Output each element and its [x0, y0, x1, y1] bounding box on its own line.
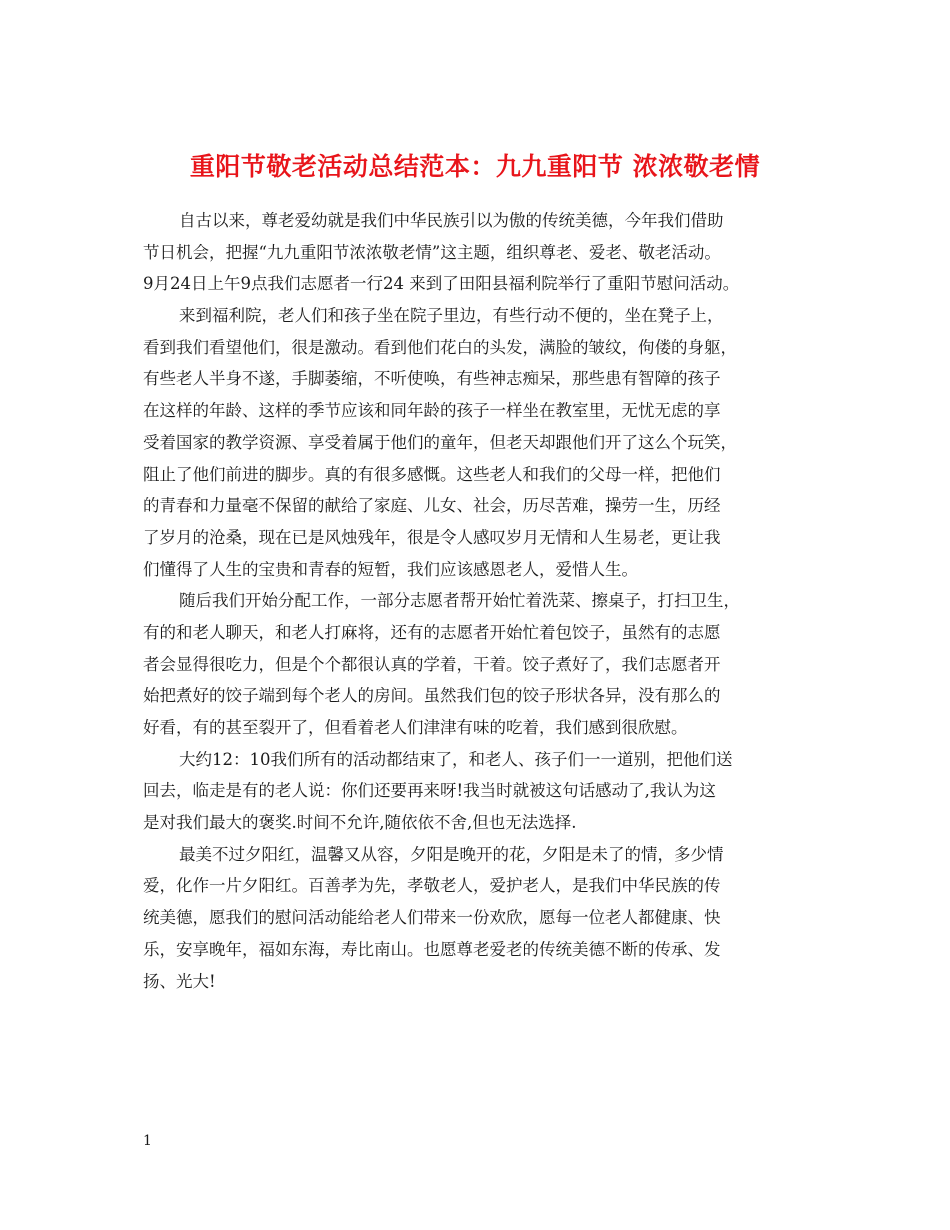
text-line: 最美不过夕阳红，温馨又从容，夕阳是晚开的花，夕阳是未了的情，多少情	[179, 844, 724, 864]
text-line: 们懂得了人生的宝贵和青春的短暂，我们应该感恩老人，爱惜人生。	[143, 559, 638, 579]
paragraph	[143, 300, 813, 585]
text-line: 好看，有的甚至裂开了，但看着老人们津津有味的吃着，我们感到很欣慰。	[143, 718, 688, 737]
text-line: 统美德，愿我们的慰问活动能给老人们带来一份欢欣，愿每一位老人都健康、快	[143, 908, 721, 928]
paragraph	[143, 839, 813, 997]
text-line: 来到福利院，老人们和孩子坐在院子里边，有些行动不便的，坐在凳子上，	[179, 306, 724, 326]
text-line: 是对我们最大的褒奖.时间不允许,随依依不舍,但也无法选择.	[143, 813, 577, 833]
document-title: 重阳节敬老活动总结范本：九九重阳节 浓浓敬老情	[189, 151, 761, 181]
text-line: 爱，化作一片夕阳红。百善孝为先，孝敬老人，爱护老人，是我们中华民族的传	[143, 876, 721, 896]
page-number: 1	[143, 1133, 152, 1149]
text-line: 有些老人半身不遂，手脚萎缩，不听使唤，有些神志痴呆，那些患有智障的孩子	[143, 369, 721, 389]
text-line: 节日机会，把握“九九重阳节浓浓敬老情”这主题，组织尊老、爱老、敬老活动。	[143, 242, 721, 262]
text-line: 阻止了他们前进的脚步。真的有很多感慨。这些老人和我们的父母一样，把他们	[143, 464, 721, 484]
text-line: 的青春和力量毫不保留的献给了家庭、儿女、社会，历尽苦难，操劳一生，历经	[143, 496, 721, 516]
text-line: 有的和老人聊天，和老人打麻将，还有的志愿者开始忙着包饺子，虽然有的志愿	[143, 622, 721, 642]
text-line: 受着国家的教学资源、享受着属于他们的童年，但老天却跟他们开了这么个玩笑，	[143, 432, 737, 452]
text-line: 看到我们看望他们，很是激动。看到他们花白的头发，满脸的皱纹，佝偻的身躯，	[143, 337, 737, 357]
text-line: 在这样的年龄、这样的季节应该和同年龄的孩子一样坐在教室里，无忧无虑的享	[143, 401, 721, 421]
text-line: 回去，临走是有的老人说：你们还要再来呀!我当时就被这句话感动了,我认为这	[143, 781, 716, 801]
text-line: 扬、光大!	[143, 971, 216, 991]
text-line: 者会显得很吃力，但是个个都很认真的学着，干着。饺子煮好了，我们志愿者开	[143, 654, 721, 674]
document-body	[143, 205, 813, 997]
text-line: 自古以来，尊老爱幼就是我们中华民族引以为傲的传统美德，今年我们借助	[179, 211, 724, 230]
paragraph	[143, 205, 813, 300]
text-line: 随后我们开始分配工作，一部分志愿者帮开始忙着洗菜、擦桌子，打扫卫生，	[179, 591, 740, 611]
text-line: 始把煮好的饺子端到每个老人的房间。虽然我们包的饺子形状各异，没有那么的	[143, 686, 721, 706]
text-line: 9月24日上午9点我们志愿者一行24 来到了田阳县福利院举行了重阳节慰问活动。	[143, 274, 740, 294]
text-line: 了岁月的沧桑，现在已是风烛残年，很是令人感叹岁月无情和人生易老，更让我	[143, 527, 721, 547]
text-line: 乐，安享晚年，福如东海，寿比南山。也愿尊老爱老的传统美德不断的传承、发	[143, 939, 721, 959]
paragraph	[143, 585, 813, 743]
text-line: 大约12：10我们所有的活动都结束了，和老人、孩子们一一道别，把他们送	[179, 749, 733, 769]
paragraph	[143, 744, 813, 839]
